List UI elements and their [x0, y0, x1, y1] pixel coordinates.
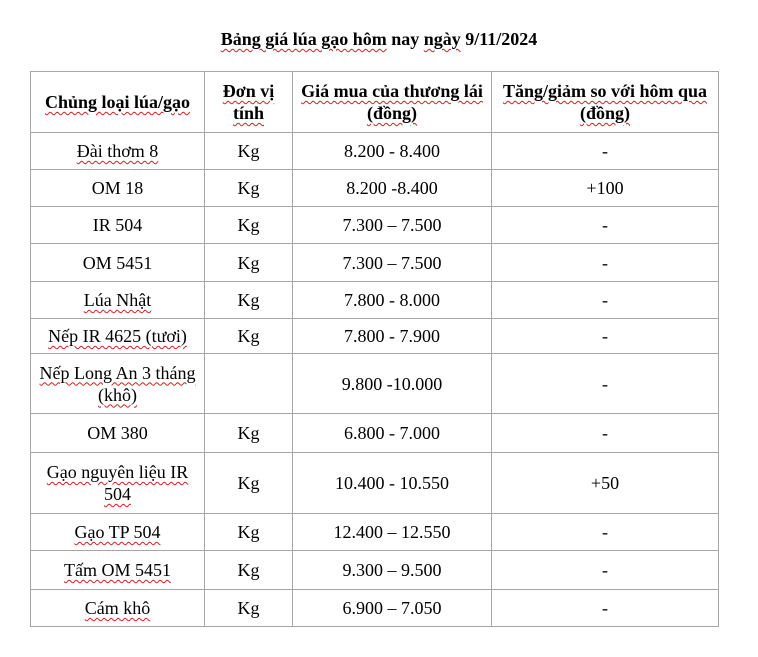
header-unit — [205, 72, 293, 133]
cell-unit: Kg — [205, 133, 293, 170]
title-part: 9/11/2024 — [460, 29, 538, 49]
cell-change: - — [492, 282, 719, 319]
cell-variety — [31, 551, 205, 590]
table-row — [31, 282, 719, 319]
header-variety — [31, 72, 205, 133]
page-title — [0, 27, 758, 51]
rice-price-table — [30, 71, 719, 627]
cell-price: 7.300 – 7.500 — [293, 244, 492, 282]
variety-text: Gạo nguyên liệu IR 504 — [46, 462, 189, 504]
cell-price: 6.900 – 7.050 — [293, 590, 492, 627]
cell-change: - — [492, 514, 719, 551]
variety-text: Cám khô — [84, 598, 151, 618]
cell-unit: Kg — [205, 207, 293, 244]
table-row — [31, 453, 719, 514]
variety-text: Đài thơm 8 — [76, 141, 159, 161]
header-change-label: Tăng/giảm so với hôm qua (đồng) — [502, 81, 707, 123]
cell-price: 6.800 - 7.000 — [293, 414, 492, 453]
cell-variety — [31, 319, 205, 354]
cell-change: - — [492, 319, 719, 354]
cell-variety: OM 18 — [31, 170, 205, 207]
cell-price: 9.800 -10.000 — [293, 354, 492, 414]
cell-price: 10.400 - 10.550 — [293, 453, 492, 514]
table-row — [31, 514, 719, 551]
cell-unit: Kg — [205, 590, 293, 627]
cell-unit — [205, 354, 293, 414]
header-price-label: Giá mua của thương lái (đồng) — [301, 81, 483, 123]
cell-price: 8.200 -8.400 — [293, 170, 492, 207]
cell-price: 12.400 – 12.550 — [293, 514, 492, 551]
cell-price: 7.300 – 7.500 — [293, 207, 492, 244]
title-part: nay — [386, 29, 424, 49]
cell-unit: Kg — [205, 282, 293, 319]
table-row — [31, 551, 719, 590]
header-unit-label: Đơn vị tính — [222, 81, 275, 123]
table-row — [31, 590, 719, 627]
cell-price: 8.200 - 8.400 — [293, 133, 492, 170]
title-part: Bảng giá lúa gạo hôm — [220, 29, 387, 49]
cell-change: - — [492, 354, 719, 414]
cell-change: - — [492, 207, 719, 244]
cell-variety: OM 5451 — [31, 244, 205, 282]
table-row — [31, 319, 719, 354]
table-row — [31, 354, 719, 414]
table-row — [31, 170, 719, 207]
cell-change: - — [492, 590, 719, 627]
cell-variety — [31, 133, 205, 170]
cell-unit: Kg — [205, 244, 293, 282]
cell-variety — [31, 453, 205, 514]
cell-variety — [31, 590, 205, 627]
cell-variety: IR 504 — [31, 207, 205, 244]
variety-text: Gạo TP 504 — [74, 522, 161, 542]
cell-unit: Kg — [205, 414, 293, 453]
cell-price: 7.800 - 7.900 — [293, 319, 492, 354]
cell-unit: Kg — [205, 453, 293, 514]
cell-change: - — [492, 133, 719, 170]
cell-unit: Kg — [205, 170, 293, 207]
variety-text: Nếp IR 4625 (tươi) — [48, 326, 187, 346]
table-row — [31, 207, 719, 244]
cell-price: 9.300 – 9.500 — [293, 551, 492, 590]
cell-change: - — [492, 414, 719, 453]
variety-text: Lúa Nhật — [83, 290, 152, 310]
cell-variety: OM 380 — [31, 414, 205, 453]
cell-price: 7.800 - 8.000 — [293, 282, 492, 319]
table-row — [31, 133, 719, 170]
variety-text: Nếp Long An 3 tháng (khô) — [39, 362, 196, 405]
header-row — [31, 72, 719, 133]
variety-text: Tấm OM 5451 — [64, 560, 171, 580]
cell-variety — [31, 282, 205, 319]
cell-change: - — [492, 551, 719, 590]
cell-variety — [31, 354, 205, 414]
table-row — [31, 414, 719, 453]
cell-change: +50 — [492, 453, 719, 514]
header-change — [492, 72, 719, 133]
header-variety-label: Chủng loại lúa/gạo — [44, 92, 191, 112]
cell-change: - — [492, 244, 719, 282]
cell-unit: Kg — [205, 551, 293, 590]
cell-unit: Kg — [205, 319, 293, 354]
header-price — [293, 72, 492, 133]
table-row — [31, 244, 719, 282]
cell-change: +100 — [492, 170, 719, 207]
cell-unit: Kg — [205, 514, 293, 551]
cell-variety — [31, 514, 205, 551]
title-part: ngày — [423, 29, 461, 49]
